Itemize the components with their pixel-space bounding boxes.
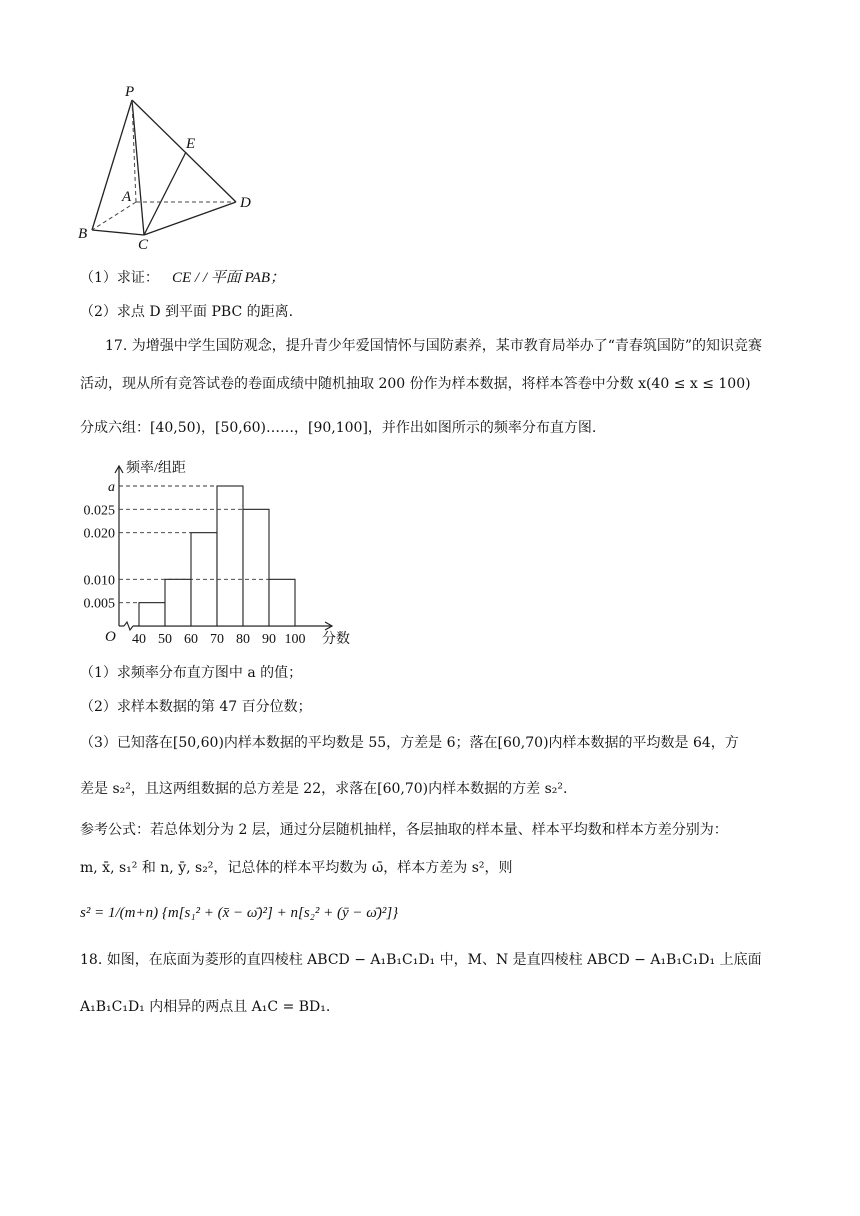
q17-part2: （2）求样本数据的第 47 百分位数； xyxy=(80,699,312,715)
q17-intro-line1: 17. 为增强中学生国防观念，提升青少年爱国情怀与国防素养，某市教育局举办了“青春筑国防”的知识竞赛 xyxy=(105,338,763,354)
variance-formula: s² = 1/(m+n) {m[s₁² + (x̄ − ω̄)²] + n[s₂² + (ȳ − ω̄)²]} xyxy=(80,905,399,921)
q16-part1: （1）求证： xyxy=(80,270,159,286)
q16-part2: （2）求点 D 到平面 PBC 的距离. xyxy=(80,304,294,320)
x-tick-label: 100 xyxy=(284,632,306,647)
y-tick-label: 0.010 xyxy=(83,573,115,589)
x-axis-break xyxy=(124,622,133,630)
x-tick-label: 90 xyxy=(262,632,276,647)
label-C: C xyxy=(138,237,149,253)
x-tick-label: 80 xyxy=(236,632,250,647)
q18-line2: A₁B₁C₁D₁ 内相异的两点且 A₁C = BD₁. xyxy=(80,999,331,1015)
histogram-bar xyxy=(139,603,165,626)
y-tick-label: 0.020 xyxy=(83,526,115,542)
edge-PB xyxy=(92,100,132,230)
origin-label: O xyxy=(105,629,116,645)
q17-intro-line3: 分成六组：[40,50)，[50,60)……，[90,100]，并作出如图所示的频率分布直方图. xyxy=(80,420,597,436)
edge-AB xyxy=(92,202,136,230)
label-E: E xyxy=(186,136,196,152)
pyramid-figure xyxy=(70,82,270,254)
label-A: A xyxy=(122,189,132,205)
edge-PC xyxy=(132,100,144,235)
x-tick-label: 40 xyxy=(132,632,146,647)
q17-ref-line1: 参考公式：若总体划分为 2 层，通过分层随机抽样，各层抽取的样本量、样本平均数和样本方差分别为： xyxy=(80,822,728,838)
histogram-bar xyxy=(217,486,243,626)
edge-PD xyxy=(132,100,236,202)
edge-BC xyxy=(92,230,144,235)
q18-line1: 18. 如图，在底面为菱形的直四棱柱 ABCD − A₁B₁C₁D₁ 中，M、N 是直四棱柱 ABCD − A₁B₁C₁D₁ 上底面 xyxy=(80,952,762,968)
frequency-histogram xyxy=(72,452,372,652)
label-B: B xyxy=(78,226,88,242)
x-tick-label: 60 xyxy=(184,632,198,647)
y-tick-label: 0.005 xyxy=(83,596,115,612)
label-D: D xyxy=(240,195,251,211)
y-tick-label: a xyxy=(108,480,115,495)
q16-part1-math: CE / / 平面 PAB； xyxy=(172,270,286,286)
q17-part3-line2: 差是 s₂²，且这两组数据的总方差是 22，求落在[60,70)内样本数据的方差 s₂². xyxy=(80,781,568,797)
q17-intro-line2: 活动，现从所有竞答试卷的卷面成绩中随机抽取 200 份作为样本数据，将样本答卷中分数 x(40 ≤ x ≤ 100) xyxy=(80,376,751,392)
y-tick-label: 0.025 xyxy=(83,503,115,519)
q17-part3-line1: （3）已知落在[50,60)内样本数据的平均数是 55，方差是 6；落在[60,70)内样本数据的平均数是 64，方 xyxy=(80,735,739,751)
label-P: P xyxy=(125,84,135,100)
histogram-bar xyxy=(243,509,269,626)
y-axis-label: 频率/组距 xyxy=(126,461,186,476)
x-tick-label: 70 xyxy=(210,632,224,647)
x-axis-label: 分数 xyxy=(322,632,350,647)
q17-ref-line2: m, x̄, s₁² 和 n, ȳ, s₂²，记总体的样本平均数为 ω̄，样本方差为 s²，则 xyxy=(80,860,513,876)
q17-part1: （1）求频率分布直方图中 a 的值； xyxy=(80,665,303,681)
histogram-bar xyxy=(269,579,295,626)
x-tick-label: 50 xyxy=(158,632,172,647)
histogram-bar xyxy=(165,579,191,626)
